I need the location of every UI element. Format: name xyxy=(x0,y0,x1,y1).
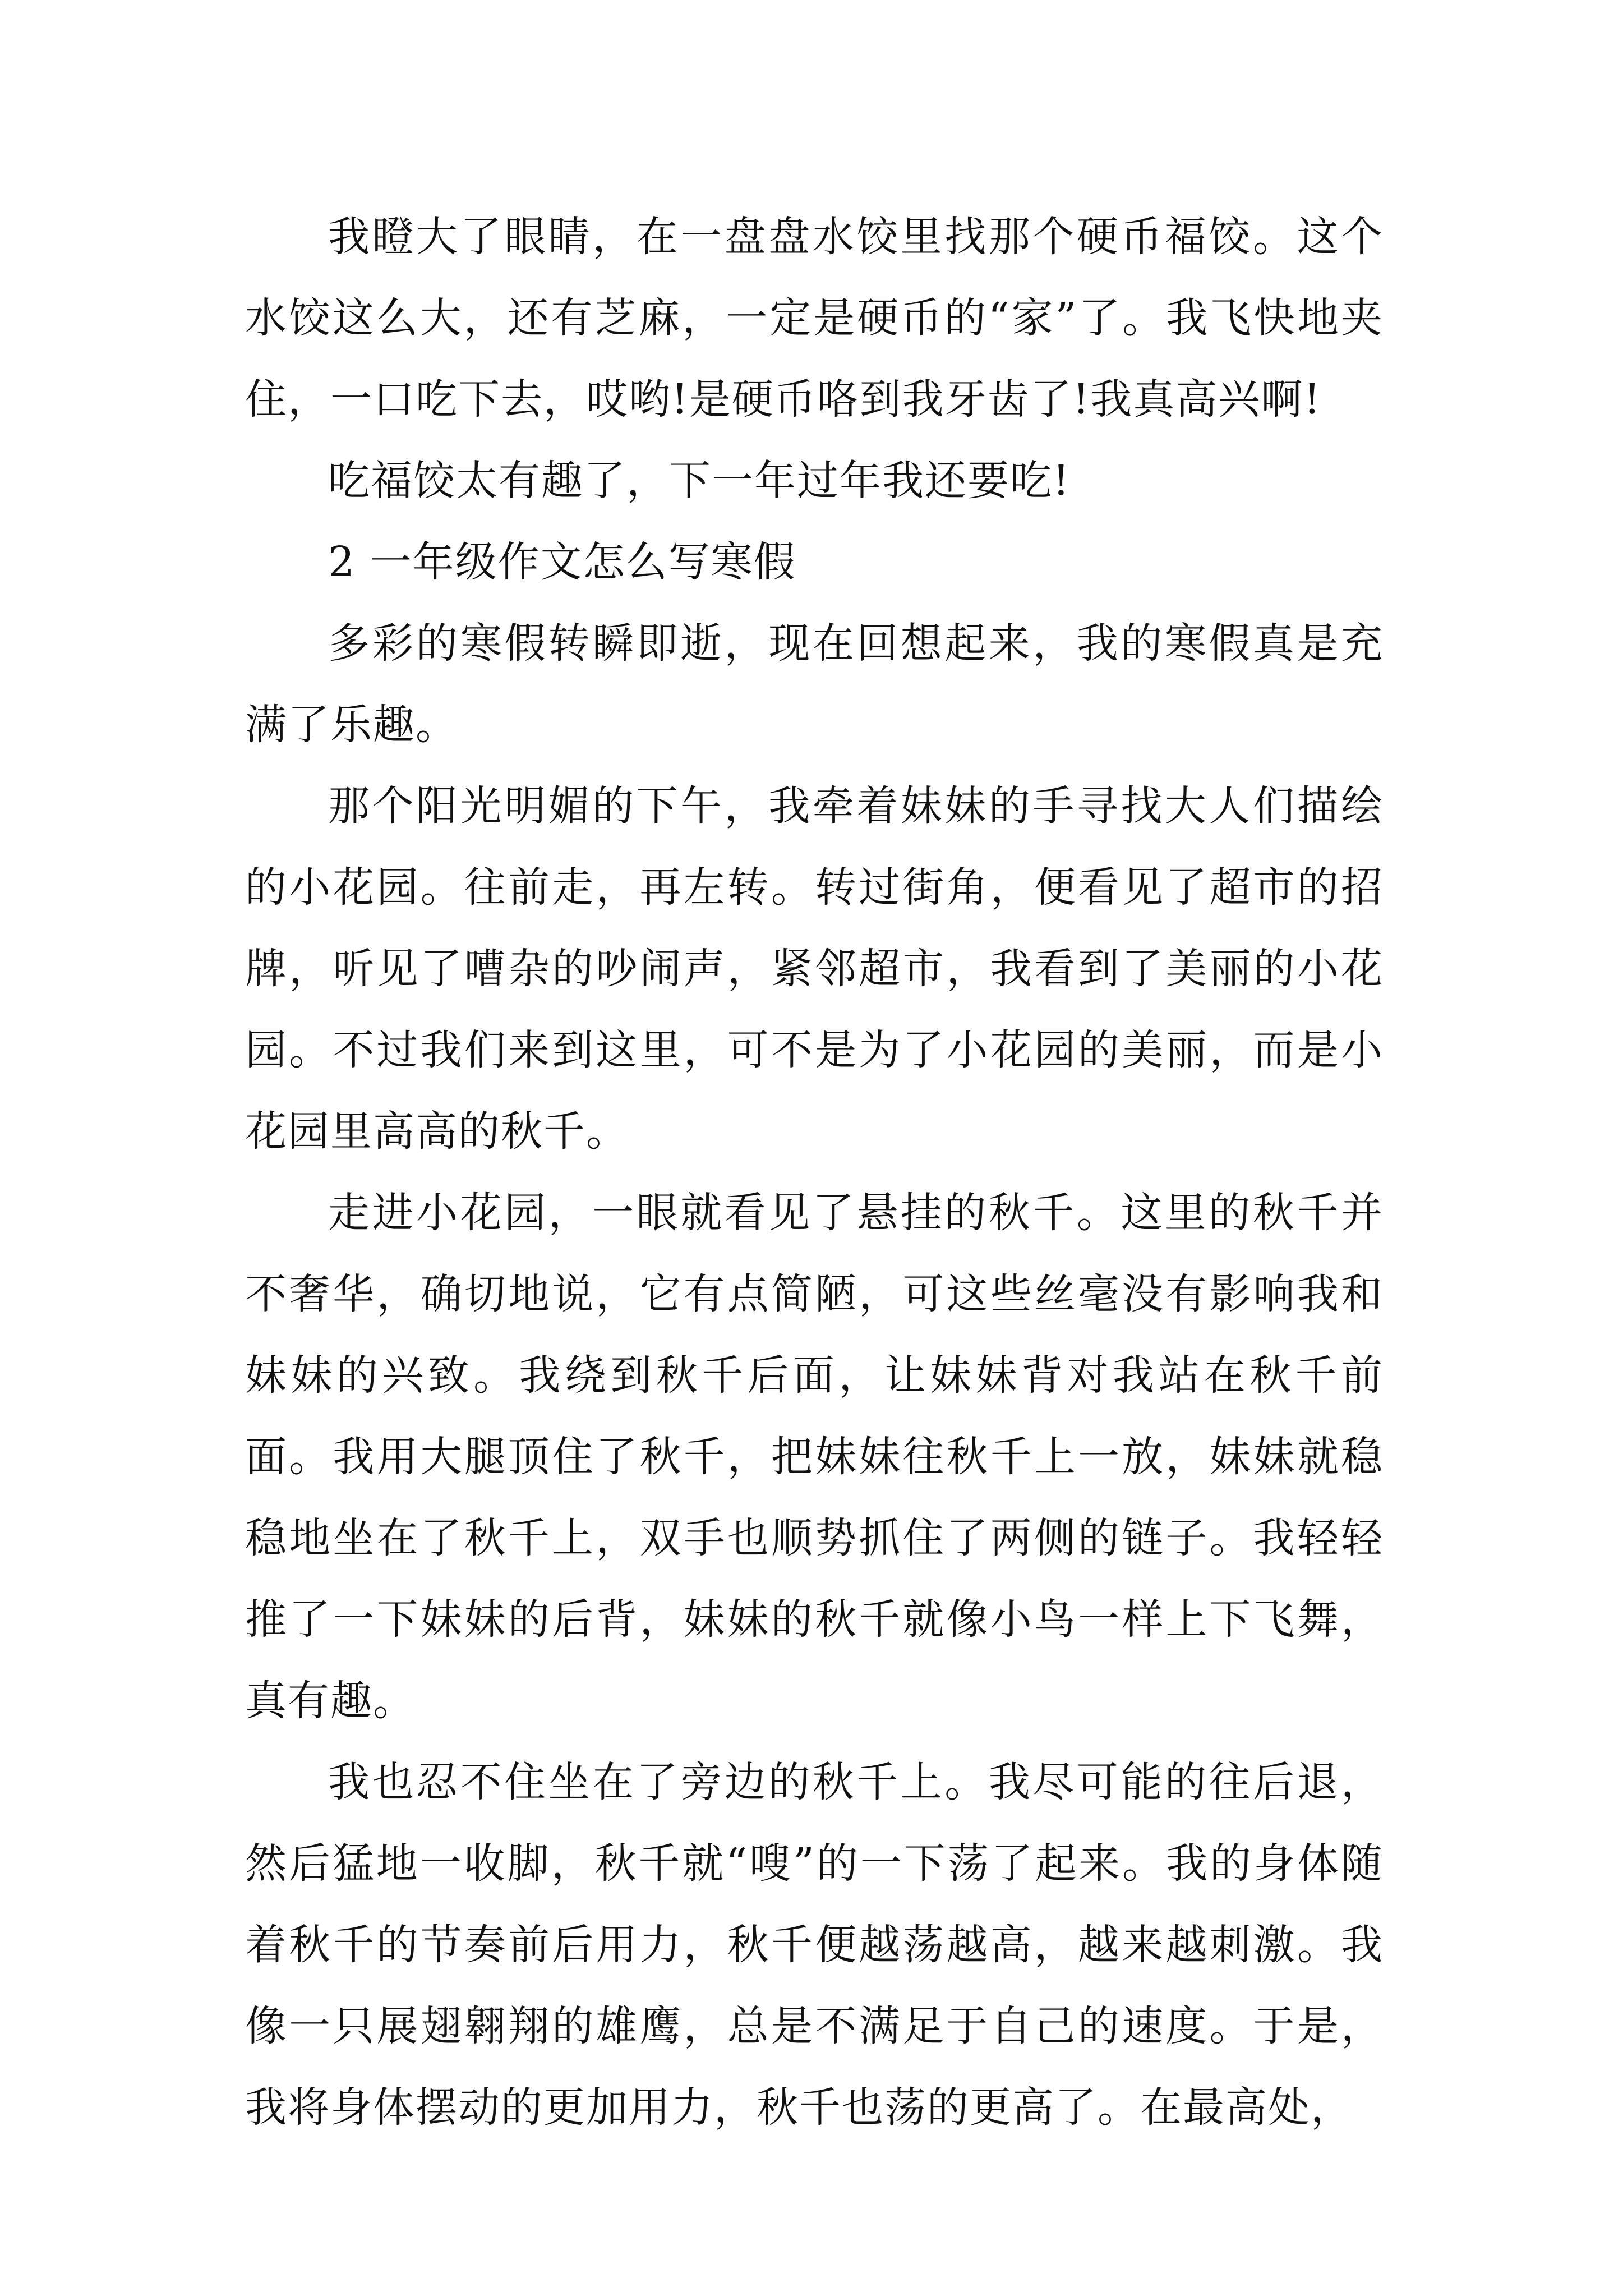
section-heading: 2 一年级作文怎么写寒假 xyxy=(328,538,796,586)
paragraph-garden: 那个阳光明媚的下午，我牵着妹妹的手寻找大人们描绘的小花园。往前走，再左转。转过街角，便看见了超市的招牌，听见了嘈杂的吵闹声，紧邻超市，我看到了美丽的小花园。不过我们来到这里，可不是为了小花园的美丽，而是小花园里高高的秋千。 xyxy=(245,782,1384,1156)
document-body xyxy=(245,196,1384,2148)
paragraph-fun-eating: 吃福饺太有趣了，下一年过年我还要吃! xyxy=(328,457,1071,505)
paragraph-coin-dumpling: 我瞪大了眼睛，在一盘盘水饺里找那个硬币福饺。这个水饺这么大，还有芝麻，一定是硬币的“家”了。我飞快地夹住，一口吃下去，哎哟!是硬币咯到我牙齿了!我真高兴啊! xyxy=(245,213,1384,424)
paragraph-winter-intro: 多彩的寒假转瞬即逝，现在回想起来，我的寒假真是充满了乐趣。 xyxy=(245,619,1384,749)
paragraph-swing-self: 我也忍不住坐在了旁边的秋千上。我尽可能的往后退，然后猛地一收脚，秋千就“嗖”的一下荡了起来。我的身体随着秋千的节奏前后用力，秋千便越荡越高，越来越刺激。我像一只展翅翱翔的雄鹰，总是不满足于自己的速度。于是，我将身体摆动的更加用力，秋千也荡的更高了。在最高处， xyxy=(245,1758,1384,2132)
paragraph-swing-sister: 走进小花园，一眼就看见了悬挂的秋千。这里的秋千并不奢华，确切地说，它有点简陋，可这些丝毫没有影响我和妹妹的兴致。我绕到秋千后面，让妹妹背对我站在秋千前面。我用大腿顶住了秋千，把妹妹往秋千上一放，妹妹就稳稳地坐在了秋千上，双手也顺势抓住了两侧的链子。我轻轻推了一下妹妹的后背，妹妹的秋千就像小鸟一样上下飞舞，真有趣。 xyxy=(245,1189,1384,1725)
